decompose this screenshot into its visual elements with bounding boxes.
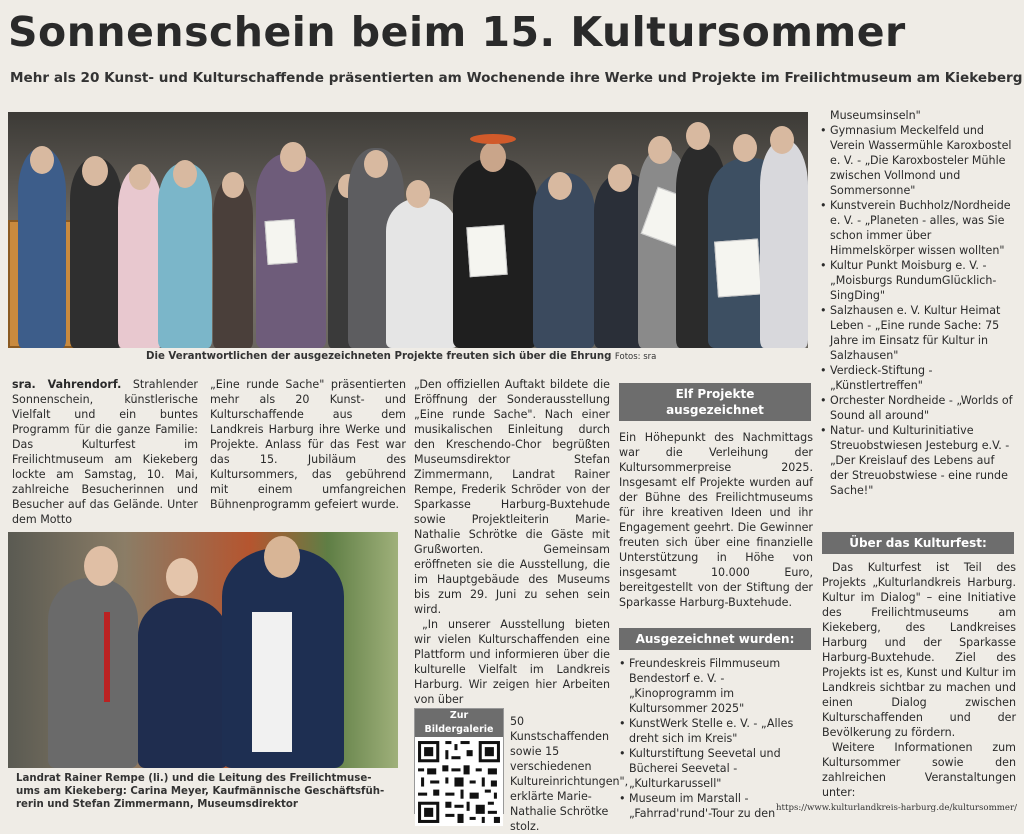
awards-list-col4: [619, 656, 813, 821]
col3-paragraph-2: „In unserer Ausstellung bieten wir vielen Kulturschaffenden eine Plattform und informieren über die kulturelle Vielfalt im Landkreis Harburg. Wir zeigen hier Arbeiten von über: [414, 618, 610, 706]
main-photo-caption: Die Verantwortlichen der ausgezeichneten Projekte freuten sich über die Ehrung Fotos: sra: [146, 351, 657, 362]
award-item: • Salzhausen e. V. Kultur Heimat Leben - „Eine runde Sache: 75 Jahre im Einsatz für Kultur in Salzhausen": [820, 303, 1016, 363]
qr-code-icon[interactable]: [415, 737, 503, 827]
about-heading: Über das Kulturfest:: [822, 532, 1014, 554]
main-group-photo: [8, 112, 808, 348]
award-item: • Natur- und Kulturinitiative Streuobstwiesen Jesteburg e.V. - „Der Kreislauf des Lebens auf der Streuobstwiese - eine runde Sache!": [820, 423, 1016, 498]
col2-text: „Eine runde Sache" präsentierten mehr als 20 Kunst- und Kulturschaffende aus dem Landkreis Harburg ihre Werke und Projekte. Anlass für das Fest war das 15. Jubiläum des Kultursommers, das gebührend mit einem umfangreichen Bühnenprogramm gefeiert wurde.: [210, 378, 406, 511]
kultursommer-link[interactable]: https://www.kulturlandkreis-harburg.de/kultursommer/: [776, 803, 1017, 813]
body-column-1: [12, 377, 198, 527]
col3-paragraph-1: „Den offiziellen Auftakt bildete die Eröffnung der Sonderausstellung „Eine runde Sache". Nach einer musikalischen Einleitung durch den Kreschendo-Chor begrüßten Museumsdirektor Stefan Zimmermann, Landrat Rainer Rempe, Frederik Schröder von der Sparkasse Harburg-Buxtehude sowie Projektleiterin Marie-Nathalie Schrötke die Gäste mit Grußworten. Gemeinsam eröffneten sie die Ausstellung, die im Hauptgebäude des Museums bis zum 29. Juni zu sehen sein wird.: [414, 378, 610, 616]
body-column-2: [210, 377, 406, 512]
award-item: • Kulturstiftung Seevetal und Bücherei Seevetal - „Kulturkarussell": [619, 746, 813, 791]
award-item: • KunstWerk Stelle e. V. - „Alles dreht sich im Kreis": [619, 716, 813, 746]
qr-code-box[interactable]: [414, 708, 504, 814]
dateline: sra. Vahrendorf.: [12, 378, 122, 391]
second-photo: [8, 532, 398, 768]
elf-projekte-heading: Elf Projekte ausgezeichnet: [619, 383, 811, 421]
elf-projekte-text: Ein Höhepunkt des Nachmittags war die Verleihung der Kultursommerpreise 2025. Insgesamt elf Projekte wurden auf der Bühne des Freilichtmuseums für ihre kreativen Ideen und ihr Engagement geehrt. Die Gewinner freuten sich über eine finanzielle Unterstützung in Höhe von insgesamt 10.000 Euro, bereitgestellt von der Stiftung der Sparkasse Harburg-Buxtehude.: [619, 431, 813, 609]
subheadline: Mehr als 20 Kunst- und Kulturschaffende präsentierten am Wochenende ihre Werke und Projekte im Freilichtmuseum am Kiekeberg: [10, 70, 1023, 86]
award-item: • Museum im Marstall - „Fahrrad'rund'-Tour zu den: [619, 791, 813, 821]
qr-label: Zur Bildergalerie: [415, 709, 503, 737]
award-item: • Orchester Nordheide - „Worlds of Sound all around": [820, 393, 1016, 423]
col1-text: Strahlender Sonnenschein, künstlerische Vielfalt und ein buntes Programm für die ganze Familie: Das Kulturfest im Freilichtmuseum am Kiekeberg lockte am Samstag, 10. Mai, zahlreiche Besucherinnen und Besucher auf das Gelände. Unter dem Motto: [12, 378, 198, 526]
awards-heading: Ausgezeichnet wurden:: [619, 628, 811, 650]
award-item: • Gymnasium Meckelfeld und Verein Wassermühle Karoxbostel e. V. - „Die Karoxbosteler Mühle zwischen Vollmond und Sommersonne": [820, 123, 1016, 198]
award-item: • Kultur Punkt Moisburg e. V. - „Moisburgs RundumGlücklich-SingDing": [820, 258, 1016, 303]
headline: Sonnenschein beim 15. Kultursommer: [8, 8, 906, 56]
award-continuation: Museumsinseln": [830, 109, 921, 122]
second-photo-caption: Landrat Rainer Rempe (li.) und die Leitung des Freilichtmuse- ums am Kiekeberg: Carina Meyer, Kaufmännische Geschäftsfüh- rerin und Stefan Zimmermann, Museumsdirektor: [16, 773, 385, 810]
award-item: • Freundeskreis Filmmuseum Bendestorf e. V. - „Kinoprogramm im Kultursommer 2025": [619, 656, 813, 716]
body-column-3: [414, 377, 610, 707]
award-item: • Kunstverein Buchholz/Nordheide e. V. - „Planeten - alles, was Sie schon immer über Himmelskörper wissen wollten": [820, 198, 1016, 258]
awards-list-col5: [820, 108, 1016, 498]
col3-paragraph-3: 50 Kunstschaffenden sowie 15 verschiedenen Kultureinrichtungen", erklärte Marie-Nathalie Schrötke stolz.: [510, 715, 629, 833]
award-item: • Verdieck-Stiftung - „Künstlertreffen": [820, 363, 1016, 393]
photo-credit: Fotos: sra: [614, 352, 657, 362]
about-text: Das Kulturfest ist Teil des Projekts „Kulturlandkreis Harburg. Kultur im Dialog" – eine Initiative des Freilichtmuseums am Kiekeberg, des Landkreises Harburg und der Sparkasse Harburg-Buxtehude. Ziel des Projekts ist es, Kunst und Kultur im Landkreis sichtbar zu machen und einen Dialog zwischen Kulturschaffenden und der Bevölkerung zu fördern. Weitere Informationen zum Kultursommer sowie den zahlreichen Veranstaltungen unter:: [822, 561, 1016, 799]
